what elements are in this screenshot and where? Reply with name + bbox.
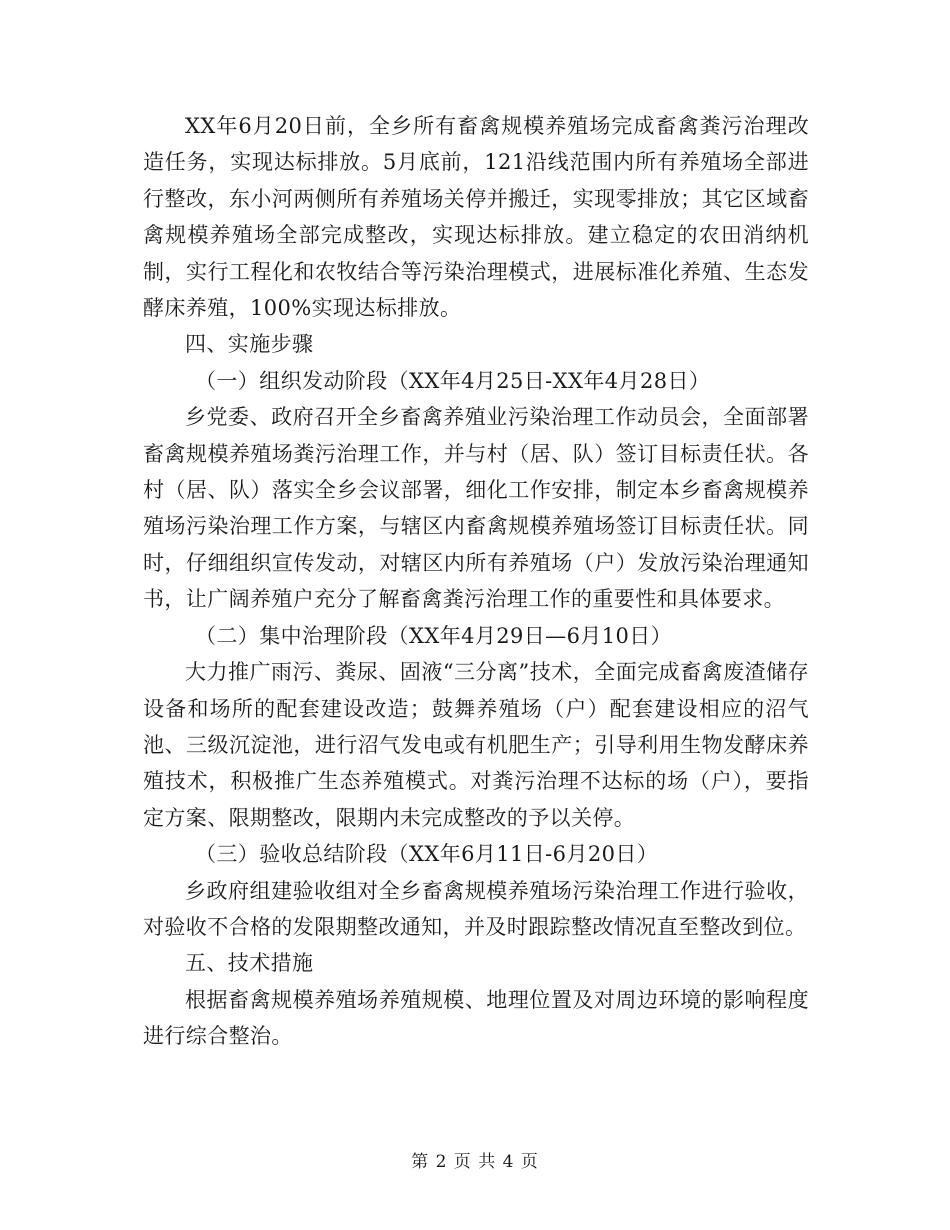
section-heading-steps: 四、实施步骤 [185, 332, 314, 357]
page-number-footer: 第 2 页 共 4 页 [411, 1152, 539, 1172]
paragraph-treatment: 大力推广雨污、粪尿、固液“三分离”技术，全面完成畜禽废渣储存设备和场所的配套建设改造；鼓舞养殖场（户）配套建设相应的沼气池、三级沉淀池，进行沼气发电或有机肥生产；引导利用生物发酵床养殖技术，积极推广生态养殖模式。对粪污治理不达标的场（户），要指定方案、限期整改，限期内未完成整改的予以关停。 [143, 660, 809, 830]
document-page [143, 108, 809, 1055]
phase-heading-treatment: （二）集中治理阶段（XX年4月29日—6月10日） [195, 623, 673, 648]
section-heading-technical: 五、技术措施 [185, 951, 314, 976]
phase-heading-mobilization: （一）组织发动阶段（XX年4月25日-XX年4月28日） [195, 368, 711, 393]
paragraph-technical: 根据畜禽规模养殖场养殖规模、地理位置及对周边环境的影响程度进行综合整治。 [143, 987, 809, 1049]
paragraph-acceptance: 乡政府组建验收组对全乡畜禽规模养殖场污染治理工作进行验收，对验收不合格的发限期整改通知，并及时跟踪整改情况直至整改到位。 [143, 878, 809, 939]
paragraph-goal: XX年6月20日前，全乡所有畜禽规模养殖场完成畜禽粪污治理改造任务，实现达标排放。5月底前，121沿线范围内所有养殖场全部进行整改，东小河两侧所有养殖场关停并搬迁，实现零排放；其它区域畜禽规模养殖场全部完成整改，实现达标排放。建立稳定的农田消纳机制，实行工程化和农牧结合等污染治理模式，进展标准化养殖、生态发酵床养殖，100%实现达标排放。 [143, 114, 809, 321]
phase-heading-acceptance: （三）验收总结阶段（XX年6月11日-6月20日） [195, 842, 659, 867]
paragraph-mobilization: 乡党委、政府召开全乡畜禽养殖业污染治理工作动员会，全面部署畜禽规模养殖场粪污治理工作，并与村（居、队）签订目标责任状。各村（居、队）落实全乡会议部署，细化工作安排，制定本乡畜禽规模养殖场污染治理工作方案，与辖区内畜禽规模养殖场签订目标责任状。同时，仔细组织宣传发动，对辖区内所有养殖场（户）发放污染治理通知书，让广阔养殖户充分了解畜禽粪污治理工作的重要性和具体要求。 [143, 405, 809, 612]
